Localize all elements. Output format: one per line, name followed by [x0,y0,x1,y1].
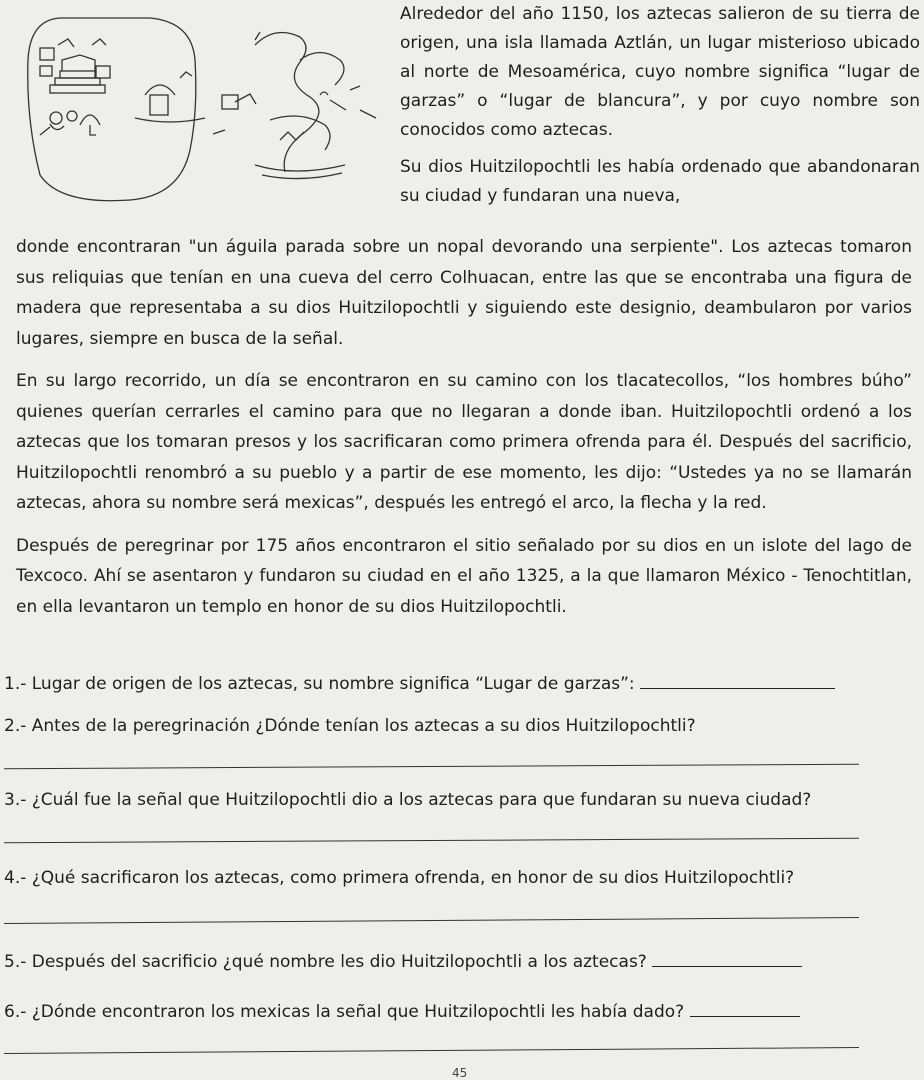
intro-paragraph: Alrededor del año 1150, los aztecas salieron de su tierra de origen, una isla llamada Aztlán, un lugar misterioso ubicado al norte de Mesoamérica, cuyo nombre significa “lugar de garzas” o “lugar de blancura”, y por cuyo nombre son conocidos como aztecas. [400,4,920,140]
question-2 [4,716,696,736]
reading-body [16,232,912,622]
aztlan-codex-illustration [0,0,395,215]
paragraph-3: Después de peregrinar por 175 años encontraron el sitio señalado por su dios en un islote del lago de Texcoco. Ahí se asentaron y fundaron su ciudad en el año 1325, a la que llamaron México - Tenochtitlan, en ella levantaron un templo en honor de su dios Huitzilopochtli. [16,535,912,617]
question-5-text: 5.- Después del sacrificio ¿qué nombre les dio Huitzilopochtli a los aztecas? [4,952,647,972]
intro-text-right [400,0,920,211]
question-4 [4,868,794,888]
answer-line-6[interactable] [4,1047,859,1054]
question-6 [4,1000,800,1022]
island-outline [28,18,196,201]
answer-blank-6[interactable] [690,1000,800,1017]
answer-blank-5[interactable] [652,950,802,967]
question-1-text: 1.- Lugar de origen de los aztecas, su nombre significa “Lugar de garzas”: [4,674,635,694]
question-6-text: 6.- ¿Dónde encontraron los mexicas la señal que Huitzilopochtli les había dado? [4,1002,685,1022]
question-3-text: 3.- ¿Cuál fue la señal que Huitzilopochtli dio a los aztecas para que fundaran su nueva ciudad? [4,790,812,810]
answer-blank-1[interactable] [640,672,835,689]
intro-paragraph-2: Su dios Huitzilopochtli les había ordenado que abandonaran su ciudad y fundaran una nueva, [400,157,920,206]
answer-line-3[interactable] [4,838,859,843]
question-5 [4,950,802,972]
paragraph-2: En su largo recorrido, un día se encontraron en su camino con los tlacatecollos, “los hombres búho” quienes querían cerrarles el camino para que no llegaran a donde iban. Huitzilopochtli ordenó a los aztecas que los tomaran presos y los sacrificaran como primera ofrenda para él. Después del sacrificio, Huitzilopochtli renombró a su pueblo y a partir de ese momento, les dijo: “Ustedes ya no se llamarán aztecas, ahora su nombre será mexicas”, después les entregó el arco, la flecha y la red. [16,371,912,513]
answer-line-2[interactable] [4,764,859,769]
question-4-text: 4.- ¿Qué sacrificaron los aztecas, como primera ofrenda, en honor de su dios Huitzilopochtli? [4,868,795,888]
question-3 [4,790,811,810]
intro-continued: donde encontraran "un águila parada sobre un nopal devorando una serpiente". Los aztecas tomaron sus reliquias que tenían en una cueva del cerro Colhuacan, entre las que se encontraba una figura de madera que representaba a su dios Huitzilopochtli y siguiendo este designio, deambularon por varios lugares, siempre en busca de la señal. [16,237,912,349]
question-2-text: 2.- Antes de la peregrinación ¿Dónde tenían los aztecas a su dios Huitzilopochtli? [4,716,696,736]
page-number: 45 [452,1066,468,1080]
answer-line-4[interactable] [4,917,859,924]
question-1 [4,672,835,694]
